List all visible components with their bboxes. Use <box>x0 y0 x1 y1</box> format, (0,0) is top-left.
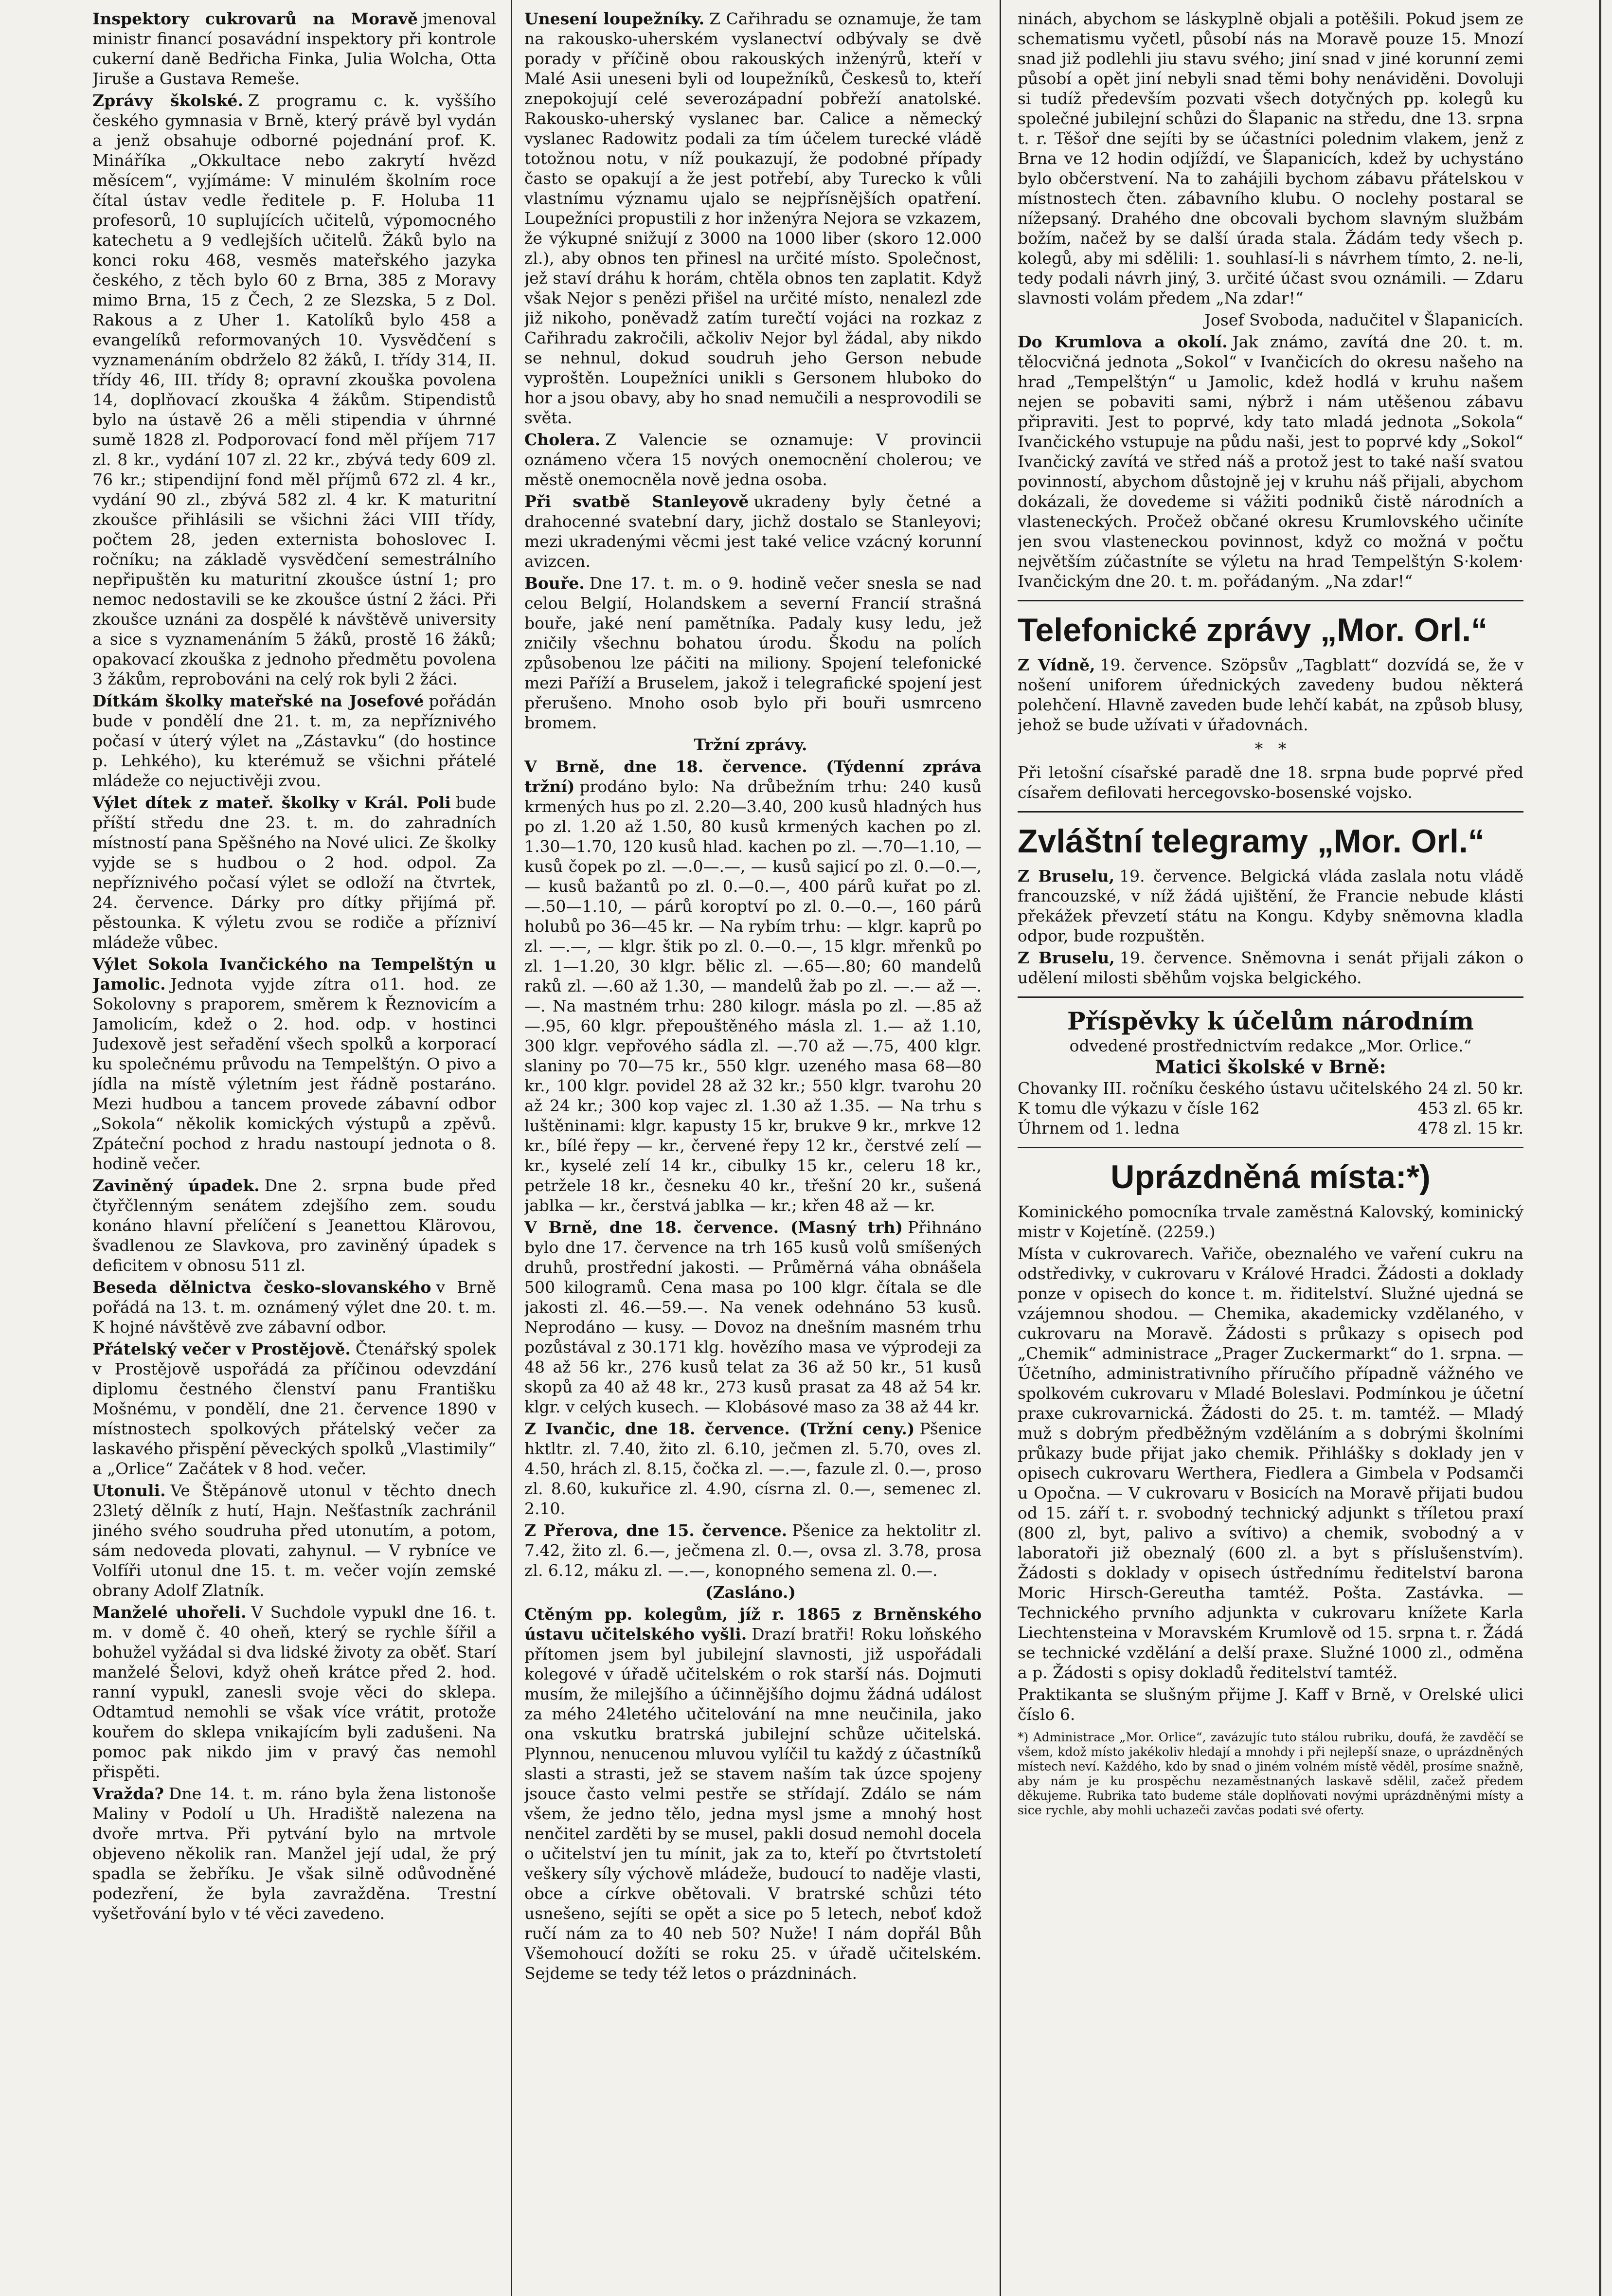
mista-item: Kominického pomocníka trvale zaměstná Kalovský, kominický mistr v Kojetíně. (2259.) <box>1018 1202 1523 1241</box>
telefon-item <box>1018 655 1523 735</box>
article-heading: Z Ivančic, dne 18. července. (Tržní ceny.) <box>524 1419 915 1438</box>
article <box>524 9 982 428</box>
article-heading: V Brně, dne 18. července. (Masný trh) <box>524 1218 903 1237</box>
article-text: bude příští středu dne 23. t. m. do zahradních místností pana Spěšného na Nové ulici. Ze školky vyjde se s hudbou o 2 hod. odpol. Za nepříznivého počasí výlet se odloží na čtvrtek, 24. července. Dárky pro dítky přijímá př. pěstounka. K výletu zvou se rodiče a přízniví mládeže vůbec. <box>92 793 496 952</box>
section-divider <box>1018 1147 1523 1148</box>
article-text: ukradeny byly četné a drahocenné svatební dary, jichž dostalo se Stanleyovi; mezi ukradenými věcmi jest také velice vzácný korunní avizcen. <box>524 492 982 571</box>
article-text: Z Valencie se oznamuje: V provincii oznámeno včera 15 nových onemocnění cholerou; ve městě onemocněla nově jedna osoba. <box>524 430 982 489</box>
article-text: Čtenářský spolek v Prostějově uspořádá za příčinou odevzdání diplomu čestného členství panu Františku Mošnému, v pondělí, dne 21. července 1890 v místnostech spolkových přátelský večer za laskavého přispění pěveckých spolků „Vlastimily“ a „Orlice“ Začátek v 8 hod. večer. <box>92 1339 496 1478</box>
telefon-title: Telefonické zprávy „Mor. Orl.“ <box>1018 612 1488 649</box>
article-heading: Do Krumlova a okolí. <box>1018 332 1228 351</box>
article-heading: Manželé uhořeli. <box>92 1603 247 1622</box>
prispevky-sub: Matici školské v Brně: <box>1155 1056 1386 1078</box>
article-heading: Unesení loupežníky. <box>524 9 705 28</box>
article-heading: V Brně, dne 18. července. (Týdenní zpráva tržní) <box>524 757 982 796</box>
telegram-item <box>1018 866 1523 946</box>
article-heading: Utonuli. <box>92 1481 166 1500</box>
article-text: prodáno bylo: Na drůbežním trhu: 240 kusů krmených hus po zl. 2.20—3.40, 200 kusů hladných hus po zl. 1.20 až 1.50, 80 kusů krmených kachen po zl. 1.30—1.70, 120 kusů hlad. kachen po zl. —.70—1.10, — kusů čopek po zl. —.0—.—, — kusů sajicí po zl. 0.—0.—, — kusů bažantů po zl. 0.—0.—, 400 párů kuřat po zl. —.50—1.10, — párů koroptví po zl. 0.—0.—, 160 párů holubů po 36—45 kr. — Na rybím trhu: — klgr. kaprů po zl. —.—, — klgr. štik po zl. 0.—0.—, 15 klgr. mřenků po zl. 1—1.20, 30 klgr. bělic zl. —.65—.80; 60 mandelů raků zl. —.60 až 1.30, — mandelů žab po zl. —.— až —.—. Na mastném trhu: 280 kilogr. másla po zl. —.85 až —.95, 60 klgr. přepouštěného másla zl. 1.— až 1.10, 300 klgr. vepřového sádla zl. —.70 až —.75, 400 klgr. slaniny po 70—75 kr., 550 klgr. uzeného masa 68—80 kr., 100 klgr. povidel 28 až 32 kr.; 550 klgr. tvarohu 20 až 24 kr.; 300 kop vajec zl. 1.30 až 1.35. — Na trhu s luštěninami: klgr. kapusty 15 kr, brukve 9 kr., mrkve 12 kr., bílé řepy — kr., červené řepy 12 kr., čerstvé zelí — kr., kyselé zelí 14 kr., cibulky 15 kr., celeru 18 kr., petržele 18 kr., česneku 40 kr., třešní 20 kr., sušená jablka — kr., čerstvá jablka — kr.; křen 48 až — kr. <box>524 777 982 1215</box>
article <box>524 430 982 489</box>
telefon-item-text: 19. července. Szöpsův „Tagblatt“ dozvídá se, že v nošení uniforem úřednických zavedeny budou některá polehčení. Hlavně zaveden bude lehčí kabát, na způsob blusy, jehož se bude užívati v úřadovnách. <box>1018 655 1523 734</box>
article <box>92 90 496 689</box>
page-edge-shadow <box>1599 0 1601 2296</box>
article <box>92 954 496 1174</box>
column-middle <box>524 9 982 2257</box>
article <box>92 1784 496 1923</box>
telegram-item-text: 19. července. Belgická vláda zaslala notu vládě francouzské, v níž žádá ujištění, že Francie nebude klásti překážek převzetí státu na Kongu. Kdyby sněmovna kladla odpor, bude rozpuštěn. <box>1018 867 1523 945</box>
article-text: Dne 17. t. m. o 9. hodině večer snesla se nad celou Belgií, Holandskem a severní Francií strašná bouře, jaké není pamětníka. Padaly kusy ledu, jež zničily všechnu bohatou úrodu. Škodu na polích způsobenou lze páčiti na miliony. Spojení telefonické mezi Paříží a Bruselem, jakož i telegrafické spojení jest přerušeno. Mnoho osob bylo při bouři usmrceno bromem. <box>524 574 982 732</box>
telegram-title: Zvláštní telegramy „Mor. Orl.“ <box>1018 823 1485 860</box>
article <box>92 691 496 791</box>
mista-item: Praktikanta se slušným přijme J. Kaff v Brně, v Orelské ulici číslo 6. <box>1018 1685 1523 1724</box>
credit-label: Chovanky III. ročníku českého ústavu učitelského <box>1018 1079 1422 1098</box>
article-heading: Cholera. <box>524 430 601 449</box>
telegram-item-heading: Z Bruselu, <box>1018 948 1115 967</box>
article-heading: Bouře. <box>524 574 585 593</box>
article-text: Ve Štěpánově utonul v těchto dnech 23letý dělník z hutí, Hajn. Nešťastník zachránil jiného svého soudruha před utonutím, a potom, sám nedoveda plovati, zahynul. — V rybníce ve Volfíři utonul dne 15. t. m. večer vojín zemské obrany Adolf Zlatník. <box>92 1481 496 1600</box>
credit-label: Úhrnem od 1. ledna <box>1018 1119 1180 1138</box>
letter-continuation: ninách, abychom se láskyplně objali a potěšili. Pokud jsem ze schematismu vyčetl, působí nás na Moravě pouze 15. Mnozí snad již podlehli jiu stavu svého; jiní snad v jiné korunní zemi působí a opět jiní nebyli snad těmi bohy nenáviděni. Dovoluji si tudíž především pozvati všech dotyčných pp. kolegů ku společné jubilejní schůzi do Šlapanic na středu, dne 13. srpna t. r. Těšoř dne sejíti by se účastníci polednim vlakem, jenž z Brna ve 12 hodin odjíždí, ve Šlapanicích, kdež by uchystáno bylo občerstvení. Na to zahájili bychom zábavu přátelskou v místnostech čten. zábavního klubu. O noclehy postaral se nížepsaný. Drahého dne obcovali bychom slavným službám božím, načež by se další úrada stala. Žádám tedy všech p. kolegů, aby mi sdělili: 1. souhlasí-li s návrhem tímto, 2. ne-li, tedy podali návrh jiný, 3. určité účast svou oznámili. — Zdaru slavnosti volám předem „Na zdar!“ <box>1018 9 1523 307</box>
article-text: Drazí bratři! Roku loňského přítomen jsem byl jubilejní slavnosti, již uspořádali kolegové v úřadě učitelském o rok starší nás. Dojmuti musím, že milejšího a účinnějšího dojmu žádná událost za mého 24letého učitelování na mne neučinila, jako ona vskutku bratrská jubilejní schůze učitelská. Plynnou, nenucenou mluvou vylíčil tu každý z účastníků slasti a strasti, jež se stavem naším tak úzce spojeny jsouce často velmi pestře se střídají. Zdálo se nám všem, že jedno tělo, jedna mysl jsme a mnohý host nenčitel zarděti by se musel, pakli dosud nemohl docela o učitelství jen tu mínit, jak za to, kteří po čtvrtstoletí veškery síly výchově mládeže, budoucí to naděje vlasti, obce a církve obětovali. V bratrské schůzi této usnešeno, sejíti se opět a sice po 5 letech, neboť kdož ručí nám za to 40 neb 50? Nuže! I nám dopřál Bůh Všemohoucí dožíti se roku 25. v úřadě učitelském. Sejdeme se tedy též letos o prázdninách. <box>524 1625 982 1983</box>
telegram-item-heading: Z Bruselu, <box>1018 867 1115 886</box>
section-divider <box>1018 996 1523 998</box>
article-heading: (Zasláno.) <box>705 1583 796 1602</box>
article-text: Dne 2. srpna bude před čtyřčlenným senátem zdejšího zem. soudu konáno hlavní přelíčení s Jeanettou Klärovou, švadlenou ze Slavkova, pro zaviněný úpadek s deficitem v obnosu 511 zl. <box>92 1176 496 1275</box>
telegram-item-text: 19. července. Sněmovna i senát přijali zákon o udělení milosti sběhům vojska belgického. <box>1018 948 1523 987</box>
telefon-item <box>1018 762 1523 802</box>
mista-title: Uprázdněná místa:*) <box>1110 1158 1431 1195</box>
article <box>524 1419 982 1519</box>
star-separator: * * <box>1254 739 1287 758</box>
article-heading: Při svatbě Stanleyově <box>524 492 749 511</box>
article-text: Pšenice hktltr. zl. 7.40, žito zl. 6.10, ječmen zl. 5.70, oves zl. 4.50, hrách zl. 8.15, čočka zl. —.—, fazule zl. 0.—, proso zl. 8.60, kukuřice zl. 4.90, císrna zl. 0.—, semenec zl. 2.10. <box>524 1419 982 1518</box>
article-text: Dne 14. t. m. ráno byla žena listonoše Maliny v Podolí u Uh. Hradiště nalezena na dvoře mrtva. Při pytvání bylo na mrtvole objeveno několik ran. Manžel její udal, že prý spadla se žebříku. Je však silně odůvodněné podezření, že byla zavražděna. Trestní vyšetřování bylo v té věci zavedeno. <box>92 1784 496 1923</box>
article-text: Pšenice za hektolitr zl. 7.42, žito zl. 6.—, ječmena zl. 0.—, ovsa zl. 3.78, prosa zl. 6.12, máku zl. —.—, konopného semena zl. 0.—. <box>524 1521 982 1580</box>
telefon-item-heading: Z Vídně, <box>1018 655 1095 674</box>
letter-signature: Josef Svoboda, nadučitel v Šlapanicích. <box>1204 310 1523 329</box>
column-rule-right <box>1000 0 1001 2296</box>
article-text: Jednota vyjde zítra o11. hod. ze Sokolovny s praporem, směrem k Řeznovicím a Jamolicím, kdež o 2. hod. odp. v hostinci Judexově jest seřadění všech spolků a korporací ku společnému průvodu na Tempelštýn. O pivo a jídla na místě výletním jest řádně postaráno. Mezi hudbou a tancem provede zábavní odbor „Sokola“ několik komických výstupů a zpěvů. Zpáteční pochod z hradu nastoupí jednota o 8. hodině večer. <box>92 975 496 1173</box>
article-heading: Ctěným pp. kolegům, jíž r. 1865 z Brněnského ústavu učitelského vyšli. <box>524 1605 982 1644</box>
article-heading: Přátelský večer v Prostějově. <box>92 1339 351 1358</box>
article <box>92 1277 496 1337</box>
credit-row <box>1018 1118 1523 1138</box>
article-text: Jak známo, zavítá dne 20. t. m. tělocvičná jednota „Sokol“ v Ivančicích do okresu našeho na hrad „Tempelštýn“ u Jamolic, kdež hodlá v kruhu našem nejen se pobaviti sami, nýbrž i nám utěšenou zábavu připraviti. Jest to poprvé, kdy tato mladá jednota „Sokola“ Ivančického vstupuje na půdu naši, jest to poprvé kdy „Sokol“ Ivančický zavítá ve střed náš a protož jest to také naší svatou povinností, abychom důstojně jej v kruhu náš přijali, abychom dokázali, že dovedeme si vážiti podniků čistě národních a vlasteneckých. Pročež občané okresu Krumlovského učiníte jen svou vlasteneckou povinnost, když co možná v počtu největším zúčastníte se výletu na hrad Tempelštýn S·kolem· Ivančickým dne 20. t. m. pořádaným. „Na zdar!“ <box>1018 332 1523 591</box>
column-right <box>1018 9 1523 2257</box>
article-text: Přihnáno bylo dne 17. července na trh 165 kusů volů smíšených druhů, prostřední jakosti. — Průměrná váha obnášela 500 kilogramů. Cena masa po 100 klgr. čítala se dle jakosti zl. 46.—59.—. Na venek odehnáno 53 kusů. Neprodáno — kusy. — Dovoz na dnešním masném trhu pozůstával z 30.171 klg. hovězího masa ve výprodeji za 48 až 56 kr., 276 kusů telat za 36 až 50 kr., 51 kusů skopů za 40 až 48 kr., 273 kusů prasat za 48 až 54 kr. klgr. v celých kusech. — Klobásové maso za 38 až 44 kr. <box>524 1218 982 1416</box>
article-heading: Výlet dítek z mateř. školky v Král. Poli <box>92 793 451 812</box>
section-divider <box>1018 811 1523 813</box>
credit-amount: 453 zl. 65 kr. <box>1417 1099 1523 1118</box>
column-rule-left <box>511 0 512 2296</box>
prispevky-line: odvedené prostřednictvím redakce „Mor. Orlice.“ <box>1069 1036 1472 1055</box>
mista-footnote: *) Administrace „Mor. Orlice“, zavázujíc tuto stálou rubriku, doufá, že zavděčí se všem, kdož místo jakékoliv hledají a mnohdy i při nejlepší snaze, o uprázdněných místech neví. Každého, kdo by snad o jiném volném místě věděl, prosíme snažně, aby nám je ku prospěchu nezaměstnaných laskavě sdělil, začež předem děkujeme. Rubrika tato budeme stále doplňovati novými uprázdněnými místy a sice rychle, aby mohli uchazeči zavčas podati své oferty. <box>1018 1730 1523 1817</box>
article <box>524 573 982 733</box>
article-text: v Brně pořádá na 13. t. m. oznámený výlet dne 20. t. m. K hojné návštěvě zve zábavní odbor. <box>92 1278 496 1337</box>
section-divider <box>1018 600 1523 601</box>
article-text: Z programu c. k. vyššího českého gymnasia v Brně, který právě byl vydán a jenž obsahuje odborné pojednání prof. K. Mináříka „Okkultace nebo zakrytí hvězd měsícem“, vyjímáme: V minulém školním roce čítal ústav vedle ředitele p. F. Holuba 11 profesorů, 10 suplujících učitelů, výpomocného katechetu a 9 vedlejších učitelů. Žáků bylo na konci roku 468, vesměs mateřského jazyka českého, z těch bylo 60 z Brna, 385 z Moravy mimo Brna, 15 z Čech, 2 ze Slezska, 5 z Dol. Rakous a z Uher 1. Katolíků bylo 458 a evangelíků reformovaných 10. Vysvědčení s vyznamenáním obdrželo 82 žáků, I. třídy 314, II. třídy 46, III. třídy 8; opravní zkouška povolena 14, doplňovací zkouška 4 žákům. Stipendistů bylo na ústavě 26 a měli stipendia v úhrnné sumě 1828 zl. Podporovací fond měl příjem 717 zl. 8 kr., vydání 107 zl. 22 kr., zbývá tedy 609 zl. 76 kr.; stipendijní fond měl příjmů 672 zl. 4 kr., vydání 90 zl., zbývá 582 zl. 4 kr. K maturitní zkoušce přihlásili se všichni žáci VIII třídy, počtem 28, jeden externista bohoslovec I. ročníku; na základě vysvědčení semestrálního nepřipuštěn ku maturitní zkoušce ústní 1; pro nemoc nedostavili se ke zkoušce ústní 2 žáci. Při zkoušce uznáni za dospělé k návštěvě university a sice s vyznamenáním 5 žáků, prostě 16 žáků; opakovací zkouška z jednoho předmětu povolena 3 žákům, reprobováni na celý rok byli 2 žáci. <box>92 91 496 688</box>
article <box>524 1604 982 1983</box>
article <box>92 793 496 952</box>
article-text: jmenoval ministr financí posavádní inspektory při kontrole cukerní daně Bedřicha Finka, Julia Wolcha, Otta Jiruše a Gustava Remeše. <box>92 9 496 88</box>
article-text: Z Cařihradu se oznamuje, že tam na rakousko-uherském vyslanectví odbývaly se dvě porady v příčině obou rakouských inženýrů, kteří v Malé Asii uneseni byli od loupežníků, Českesů to, kteří znepokojují celé severozápadní pobřeží anatolské. Rakousko-uherský vyslanec bar. Calice a německý vyslanec Radowitz podali za tím účelem turecké vládě totožnou notu, v níž poukazují, že podobné případy často se opakují a že jest potřebí, aby Turecko k vůli vlastnímu významu ujalo se nejpřísnějších opatření. Loupežníci propustili z hor inženýra Nejora se vzkazem, že výkupné snižují z 3000 na 1000 liber (skoro 12.000 zl.), aby obnos ten přinesl na určité místo. Společnost, jež staví dráhu k horám, chtěla obnos ten zaplatit. Když však Nejor s penězi přišel na určité místo, nenalezl zde již nikoho, poněvadž zatím turečtí vojáci na rozkaz z Cařihradu zakročili, ačkoliv Nejor byl žádal, aby nikdo se nehnul, dokud soudruh jeho Gerson nebude vyproštěn. Loupežníci unikli s Gersonem hluboko do hor a jsou obavy, aby ho snad nemučili a nesprovodili se světa. <box>524 9 982 427</box>
mista-item: Místa v cukrovarech. Vařiče, obeznalého ve vaření cukru na odstředivky, v cukrovaru v Králové Hradci. Žádosti a doklady ponze v opisech do konce t. m. řiditelství. Služné ujedná se vzájemnou shodou. — Chemika, akademicky vzdělaného, v cukrovaru na Moravě. Žádosti s průkazy s opisech pod „Chemik“ administrace „Prager Zuckermarkt“ do 1. srpna. — Účetního, administrativního příručího případně vážného ve spolkovém cukrovaru v Mladé Boleslavi. Podmínkou je účetní praxe cukrovarnická. Žádosti do 25. t. m. tamtéž. — Mladý muž s dobrým předběžným vzděláním a s dobrými školními průkazy bude přijat jako chemik. Přihlášky s doklady jen v opisech cukrovaru Werthera, Fiedlera a Gimbela v Podsamči u Opočna. — V cukrovaru v Bosicích na Moravě přijati budou od 15. září t. r. svobodný technický adjunkt s tříletou praxí (800 zl, byt, palivo a svítivo) a chemik, svobodný a v laboratoři již obeznalý (600 zl. a byt s příslušenstvím). Žádosti s doklady v opisech ústřednímu ředitelství barona Moric Hirsch-Gereutha tamtéž. Pošta. Zastávka. — Technického prvního adjunkta v cukrovaru knížete Karla Liechtensteina v Moravském Krumlově od 15. srpna t. r. Žádá se technické vzdělání a delší praxe. Služné 1000 zl., odměna a p. Žádosti s opisy dokladů ředitelství tamtéž. <box>1018 1244 1523 1682</box>
credit-row <box>1018 1078 1523 1098</box>
article <box>524 757 982 1215</box>
prispevky-title: Příspěvky k účelům národním <box>1067 1007 1474 1035</box>
article-heading: Vražda? <box>92 1784 164 1803</box>
article <box>92 1481 496 1600</box>
article-heading: Dítkám školky mateřské na Josefové <box>92 691 424 710</box>
article-text: pořádán bude v pondělí dne 21. t. m, za nepříznivého počasí v úterý výlet na „Zástavku“ (do hostince p. Lehkého), ku kterémuž se všichni přátelé mládeže co nejuctivěji zvou. <box>92 691 496 790</box>
article-text: V Suchdole vypukl dne 16. t. m. v domě č. 40 oheň, který se rychle šířil a bohužel vyžádal si dva lidské životy za oběť. Starí manželé Šelovi, když oheň krátce před 2. hod. ranní vypukl, zanesli svoje věci do sklepa. Odtamtud nemohli se však více vrátit, protože kouřem do sklepa vnikajícím byli zadušeni. Na pomoc pak nikdo jim v pravý čas nemohl přispěti. <box>92 1603 496 1781</box>
article-heading: Výlet Sokola Ivančického na Tempelštýn u Jamolic. <box>92 955 496 994</box>
article-heading: Inspektory cukrovarů na Moravě <box>92 9 418 28</box>
telefon-item-text: Při letošní císařské paradě dne 18. srpna bude poprvé před císařem defilovati hercegovsko-bosenské vojsko. <box>1018 763 1523 802</box>
credit-amount: 478 zl. 15 kr. <box>1417 1119 1523 1138</box>
article <box>524 1520 982 1580</box>
article-heading: Beseda dělnictva česko-slovanského <box>92 1278 431 1297</box>
article-krumlov <box>1018 332 1523 591</box>
article-heading: Zaviněný úpadek. <box>92 1176 260 1195</box>
article <box>524 491 982 571</box>
credit-row <box>1018 1098 1523 1118</box>
article-heading: Z Přerova, dne 15. července. <box>524 1521 788 1540</box>
credit-label: K tomu dle výkazu v čísle 162 <box>1018 1099 1260 1118</box>
article-heading: Zprávy školské. <box>92 91 243 110</box>
article <box>92 9 496 89</box>
article <box>92 1602 496 1782</box>
telegram-item <box>1018 948 1523 988</box>
article <box>92 1339 496 1479</box>
article-heading: Tržní zprávy. <box>694 735 807 754</box>
article <box>524 1582 982 1602</box>
article <box>524 735 982 755</box>
credit-amount: 24 zl. 50 kr. <box>1428 1079 1523 1098</box>
column-left <box>92 9 496 2033</box>
article <box>524 1217 982 1417</box>
article <box>92 1175 496 1275</box>
